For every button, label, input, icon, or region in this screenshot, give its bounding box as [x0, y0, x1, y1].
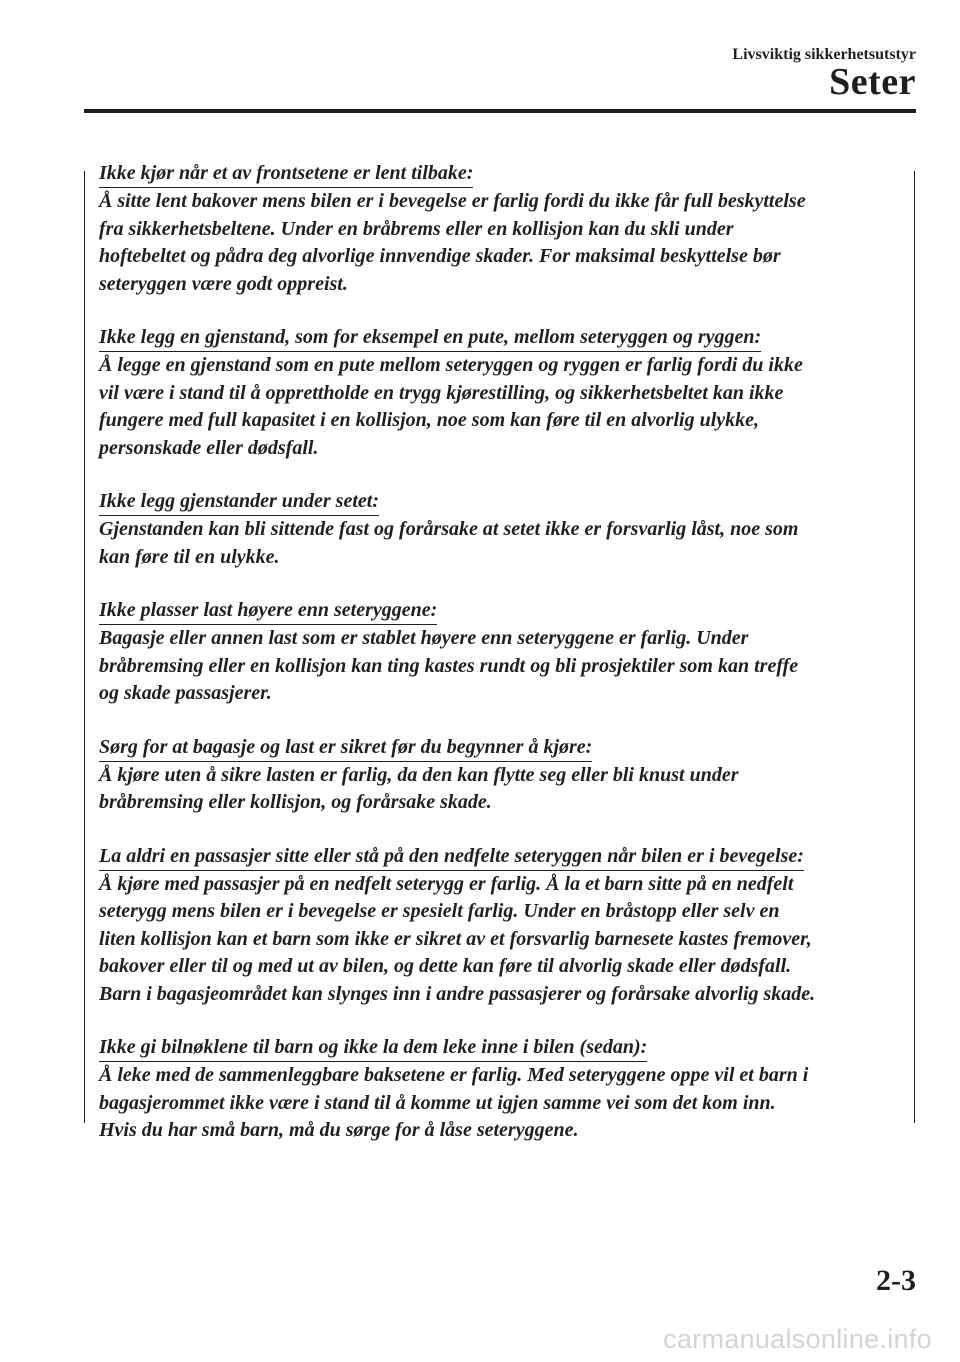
- warning-block: [99, 324, 899, 462]
- warning-frame-right-bar: [914, 171, 915, 1123]
- warning-block: [99, 734, 899, 817]
- warning-block: [99, 597, 899, 708]
- warning-block: [99, 843, 899, 1009]
- warning-heading: Ikke gi bilnøklene til barn og ikke la dem leke inne i bilen (sedan):: [99, 1034, 647, 1062]
- warning-heading: Ikke kjør når et av frontsetene er lent tilbake:: [99, 160, 473, 188]
- warning-heading: Ikke legg gjenstander under setet:: [99, 488, 379, 516]
- warning-frame-left-bar: [84, 171, 85, 1123]
- page-number: 2-3: [876, 1264, 916, 1297]
- section-title: Livsviktig sikkerhetsutstyr: [732, 46, 916, 63]
- warning-text: Å kjøre med passasjer på en nedfelt seterygg er farlig. Å la et barn sitte på en nedfelt seterygg mens bilen er i bevegelse er spesielt farlig. Under en bråstopp eller selv en liten kollisjon kan et barn som ikke er sikret av et forsvarlig barnesete kastes fremover, bakover eller til og med ut av bilen, og dette kan føre til alvorlig skade eller dødsfall. Barn i bagasjeområdet kan slynges inn i andre passasjerer og forårsake alvorlig skade.: [99, 872, 816, 1005]
- warning-block: [99, 1034, 899, 1145]
- warning-block: [99, 488, 899, 571]
- warning-text: Bagasje eller annen last som er stablet høyere enn seteryggene er farlig. Under bråbremsing eller en kollisjon kan ting kastes rundt og bli prosjektiler som kan treffe og skade passasjerer.: [99, 627, 799, 704]
- warning-text: Å legge en gjenstand som en pute mellom seteryggen og ryggen er farlig fordi du ikke vil være i stand til å opprettholde en trygg kjørestilling, og sikkerhetsbeltet kan ikke fungere med full kapasitet i en kollisjon, noe som kan føre til en alvorlig ulykke, personskade eller dødsfall.: [99, 354, 803, 459]
- warning-text: Å kjøre uten å sikre lasten er farlig, da den kan flytte seg eller bli knust under bråbremsing eller kollisjon, og forårsake skade.: [99, 763, 739, 813]
- warning-content: [99, 160, 899, 1171]
- warning-heading: Ikke legg en gjenstand, som for eksempel en pute, mellom seteryggen og ryggen:: [99, 324, 761, 352]
- page-title: Seter: [829, 61, 916, 103]
- warning-heading: Sørg for at bagasje og last er sikret før du begynner å kjøre:: [99, 734, 592, 762]
- warning-text: Gjenstanden kan bli sittende fast og forårsake at setet ikke er forsvarlig låst, noe som kan føre til en ulykke.: [99, 518, 799, 568]
- header-rule: [84, 109, 916, 113]
- warning-block: [99, 160, 899, 298]
- warning-heading: Ikke plasser last høyere enn seteryggene:: [99, 597, 437, 625]
- warning-heading: La aldri en passasjer sitte eller stå på den nedfelte seteryggen når bilen er i bevegelse:: [99, 843, 804, 871]
- warning-text: Å leke med de sammenleggbare baksetene er farlig. Med seteryggene oppe vil et barn i bagasjerommet ikke være i stand til å komme ut igjen samme vei som det kom inn. Hvis du har små barn, må du sørge for å låse seteryggene.: [99, 1064, 809, 1141]
- warning-text: Å sitte lent bakover mens bilen er i bevegelse er farlig fordi du ikke får full beskyttelse fra sikkerhetsbeltene. Under en bråbrems eller en kollisjon kan du skli under hoftebeltet og pådra deg alvorlige innvendige skader. For maksimal beskyttelse bør seteryggen være godt oppreist.: [99, 190, 806, 295]
- watermark: carmanualsonline.info: [663, 1324, 932, 1354]
